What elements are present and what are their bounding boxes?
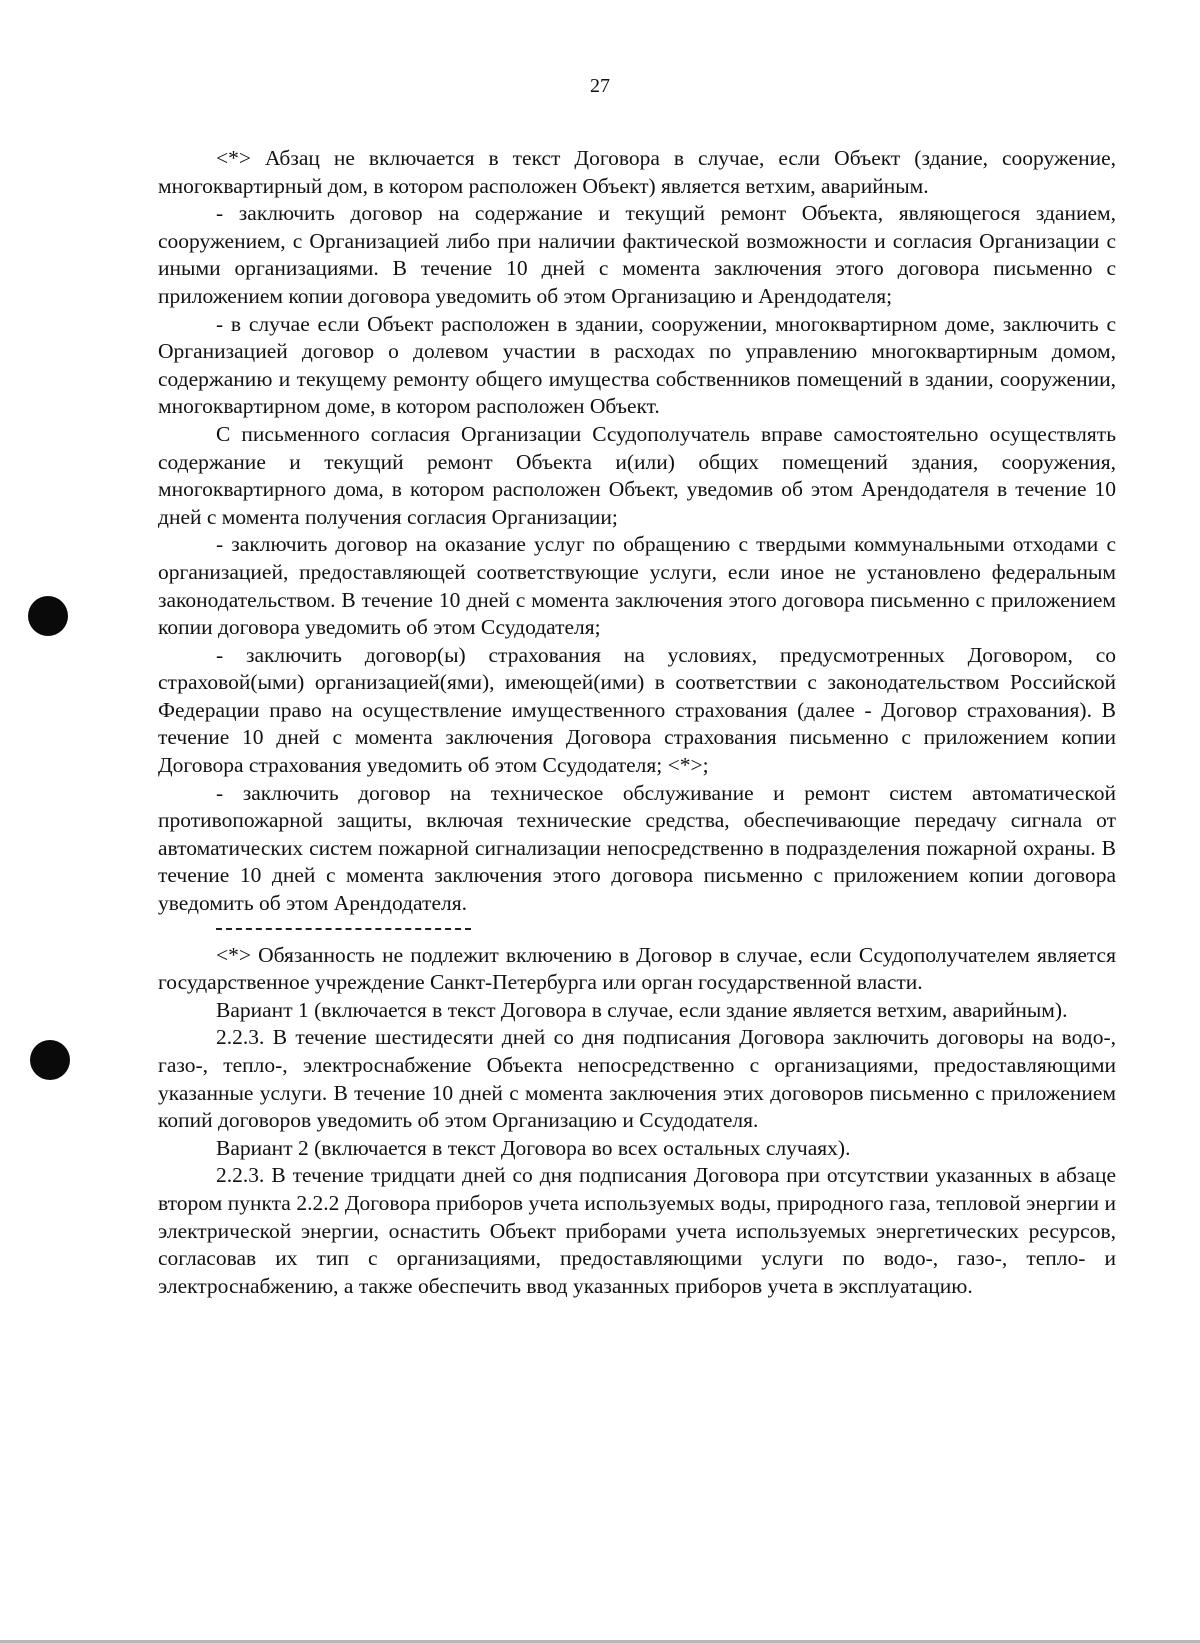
page-number: 27 bbox=[590, 75, 610, 97]
footnote-paragraph: <*> Обязанность не подлежит включению в Договор в случае, если Ссудополучателем является государственное учреждение Санкт-Петербурга или орган государственной власти. bbox=[158, 942, 1116, 995]
clause-paragraph: 2.2.3. В течение шестидесяти дней со дня подписания Договора заключить договоры на водо-, газо-, тепло-, электроснабжение Объекта непосредственно с организациями, предоставляющими указанные услуги. В течение 10 дней с момента заключения этих договоров письменно с приложением копий договоров уведомить об этом Организацию и Ссудодателя. bbox=[158, 1025, 1116, 1133]
clause-paragraph: 2.2.3. В течение тридцати дней со дня подписания Договора при отсутствии указанных в абзаце втором пункта 2.2.2 Договора приборов учета используемых воды, природного газа, тепловой энергии и электрической энергии, оснастить Объект приборами учета используемых энергетических ресурсов, согласовав их тип с организациями, предоставляющими услуги по водо-, газо-, тепло- и электроснабжению, а также обеспечить ввод указанных приборов учета в эксплуатацию. bbox=[158, 1163, 1116, 1298]
document-body bbox=[158, 145, 1116, 1300]
body-paragraph: - заключить договор на оказание услуг по обращению с твердыми коммунальными отходами с организацией, предоставляющей соответствующие услуги, если иное не установлено федеральным законодательством. В течение 10 дней с момента заключения этого договора письменно с приложением копии договора уведомить об этом Ссудодателя; bbox=[158, 532, 1116, 640]
variant-heading: Вариант 2 (включается в текст Договора во всех остальных случаях). bbox=[216, 1135, 851, 1160]
body-paragraph: - в случае если Объект расположен в здании, сооружении, многоквартирном доме, заключить с Организацией договор о долевом участии в расходах по управлению многоквартирным домом, содержанию и текущему ремонту общего имущества собственников помещений в здании, сооружении, многоквартирном доме, в котором расположен Объект. bbox=[158, 311, 1116, 419]
footnote-paragraph: <*> Абзац не включается в текст Договора в случае, если Объект (здание, сооружение, многоквартирный дом, в котором расположен Объект) является ветхим, аварийным. bbox=[158, 146, 1116, 198]
punch-hole-top bbox=[28, 596, 68, 636]
body-paragraph: - заключить договор на содержание и текущий ремонт Объекта, являющегося зданием, сооружением, с Организацией либо при наличии фактической возможности и согласия Организации с иными организациями. В течение 10 дней с момента заключения этого договора письменно с приложением копии договора уведомить об этом Организацию и Арендодателя; bbox=[158, 201, 1116, 308]
body-paragraph: - заключить договор(ы) страхования на условиях, предусмотренных Договором, со страховой(ыми) организацией(ями), имеющей(ими) в соответствии с законодательством Российской Федерации право на осуществление имущественного страхования (далее - Договор страхования). В течение 10 дней с момента заключения Договора страхования письменно с приложением копии Договора страхования уведомить об этом Ссудодателя; <*>; bbox=[158, 642, 1116, 778]
variant-heading: Вариант 1 (включается в текст Договора в случае, если здание является ветхим, аварийным). bbox=[216, 997, 1068, 1022]
footnote-separator bbox=[216, 928, 471, 930]
punch-hole-bottom bbox=[30, 1040, 70, 1080]
body-paragraph: С письменного согласия Организации Ссудополучатель вправе самостоятельно осуществлять содержание и текущий ремонт Объекта и(или) общих помещений здания, сооружения, многоквартирного дома, в котором расположен Объект, уведомив об этом Арендодателя в течение 10 дней с момента получения согласия Организации; bbox=[158, 421, 1116, 529]
body-paragraph: - заключить договор на техническое обслуживание и ремонт систем автоматической противопожарной защиты, включая технические средства, обеспечивающие передачу сигнала от автоматических систем пожарной сигнализации непосредственно в подразделения пожарной охраны. В течение 10 дней с момента заключения этого договора письменно с приложением копии договора уведомить об этом Арендодателя. bbox=[158, 780, 1116, 916]
